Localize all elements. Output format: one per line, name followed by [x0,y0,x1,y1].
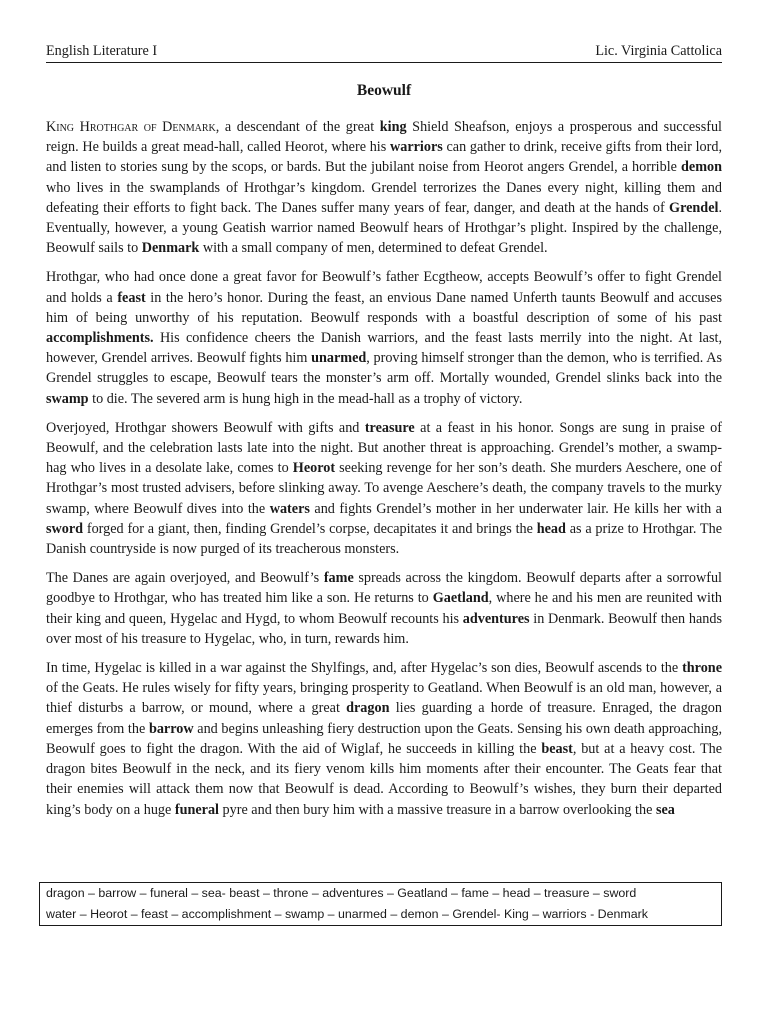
highlighted-word: head [536,520,566,537]
highlighted-word: demon [681,159,722,176]
text-run: spreads across the kingdom. Beowulf departs after a sorrowful goodbye to Hrothgar, who has treated him like a son. He returns to [46,570,722,607]
text-run: , where he and his men are reunited with their king and queen, Hygelac and Hygd, to whom Beowulf recounts his [46,590,722,627]
highlighted-word: barrow [148,720,194,737]
text-run: In time, Hygelac is killed in a war against the Shylfings, and, after Hygelac’s son dies, Beowulf ascends to the [46,660,683,677]
text-run: in Denmark. Beowulf then hands over most of his treasure to Hygelac, who, in turn, rewards him. [46,610,722,647]
text-run: Hrothgar, who had once done a great favor for Beowulf’s father Ecgtheow, accepts Beowulf’s offer to fight Grendel and holds a [46,269,722,306]
highlighted-word: fame [323,570,354,587]
text-run: and fights Grendel’s mother in her underwater lair. He kills her with a [309,500,722,517]
highlighted-word: swamp [46,390,89,407]
text-run: , proving himself stronger than the demon, who is terrified. As Grendel struggles to escape, Beowulf tears the monster’s arm off. Mortally wounded, Grendel slinks back into the [46,350,722,387]
course-name: English Literature I [46,43,158,59]
text-run: The Danes are again overjoyed, and Beowulf’s [46,570,324,587]
highlighted-word: beast [541,740,573,757]
highlighted-word: sword [46,520,84,537]
highlighted-word: treasure [364,419,415,436]
text-run: , a descendant of the great [215,119,380,135]
text-run: , but at a heavy cost. The dragon bites Beowulf in the neck, and its fiery venom kills him moments after their encounter. The Geats fear that their enemies will attack them now that Beowulf is dead. According to Beowulf’s wishes, they burn their departed king’s body on a huge [46,740,722,818]
word-bank-box [39,882,722,926]
text-run: in the hero’s honor. During the feast, an envious Dane named Unferth taunts Beowulf and accuses him of being unworthy of his reputation. Beowulf responds with a boastful description of some of his past [46,289,722,326]
document-page [46,42,722,829]
highlighted-word: warriors [389,139,443,156]
paragraph [46,267,722,408]
paragraph [46,658,722,820]
document-title: Beowulf [356,82,412,99]
highlighted-word: king [379,119,407,135]
highlighted-word: waters [269,500,310,517]
highlighted-word: dragon [346,700,390,717]
text-run: pyre and then bury him with a massive treasure in a barrow overlooking the [219,801,656,818]
paragraph [46,568,722,649]
text-run: Shield Sheafson, enjoys a prosperous and successful reign. He builds a great mead-hall, called Heorot, where his [46,119,722,156]
text-run: Overjoyed, Hrothgar showers Beowulf with gifts and [46,419,365,436]
highlighted-word: Denmark [141,240,200,257]
page-header [46,42,722,63]
text-run: seeking revenge for her son’s death. She murders Aeschere, one of Hrothgar’s most trusted advisers, before slinking away. To avenge Aeschere’s death, the company travels to the murky swamp, where Beowulf dives into the [46,460,722,517]
text-run: with a small company of men, determined to defeat Grendel. [199,240,548,257]
text-run: at a feast in his honor. Songs are sung in praise of Beowulf, and the celebration lasts late into the night. But another threat is approaching. Grendel’s mother, a swamp-hag who lives in a desolate lake, comes to [46,419,722,477]
text-run: of the Geats. He rules wisely for fifty years, bringing prosperity to Geatland. When Beowulf is an old man, however, a thief disturbs a barrow, or mound, where a great [46,680,722,717]
teacher-name: Lic. Virginia Cattolica [595,43,722,59]
paragraph [46,117,722,258]
highlighted-word: adventures [462,610,530,627]
word-bank-line-2: water – Heorot – feast – accomplishment – swamp – unarmed – demon – Grendel- King – warriors - Denmark [46,907,648,921]
highlighted-word: Gaetland [432,590,489,607]
paragraph [46,418,722,559]
text-run: and begins unleashing fiery destruction upon the Geats. Sensing his own death approaching, Beowulf goes to fight the dragon. With the aid of Wiglaf, he succeeds in killing the [46,720,723,757]
highlighted-word: sea [655,801,675,818]
highlighted-word: throne [682,660,722,677]
highlighted-word: Heorot [292,460,336,477]
text-run: lies guarding a horde of treasure. Enraged, the dragon emerges from the [46,700,722,737]
highlighted-word: funeral [174,801,219,818]
text-run: to die. The severed arm is hung high in the mead-hall as a trophy of victory. [88,390,523,407]
text-run: can gather to drink, receive gifts from their lord, and listen to stories sung by the scops, or bards. But the jubilant noise from Heorot angers Grendel, a horrible [46,139,722,176]
opening-words: King Hrothgar of Denmark [46,119,216,135]
highlighted-word: unarmed [311,350,367,367]
highlighted-word: feast [117,289,146,306]
text-run: forged for a giant, then, finding Grendel’s corpse, decapitates it and brings the [83,520,537,537]
text-run: who lives in the swamplands of Hrothgar’s kingdom. Grendel terrorizes the Danes every night, killing them and defeating their efforts to fight back. The Danes suffer many years of fear, danger, and death at the hands of [46,179,722,216]
text-run: . Eventually, however, a young Geatish warrior named Beowulf hears of Hrothgar’s plight. Inspired by the challenge, Beowulf sails to [46,199,722,257]
text-run: as a prize to Hrothgar. The Danish countryside is now purged of its treacherous monsters. [46,520,722,558]
highlighted-word: accomplishments. [46,330,154,347]
story-body [46,117,722,820]
word-bank-line-1: dragon – barrow – funeral – sea- beast – throne – adventures – Geatland – fame – head – treasure – sword [46,886,637,900]
text-run: His confidence cheers the Danish warriors, and the feast lasts merrily into the night. At last, however, Grendel arrives. Beowulf fights him [46,330,722,367]
highlighted-word: Grendel [669,199,719,216]
